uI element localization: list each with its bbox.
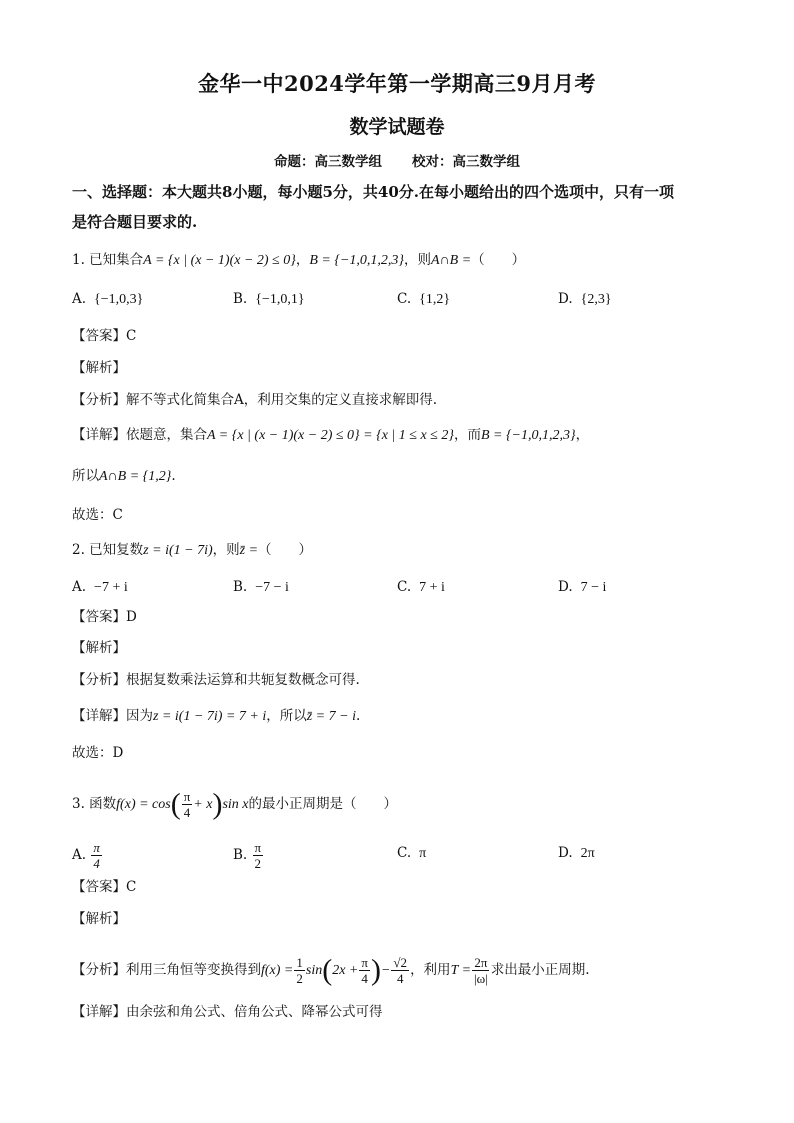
q1-option-c: C. {1,2}: [397, 291, 451, 307]
q2-option-b: B. −7 − i: [233, 579, 289, 595]
q3-frac: $\frac{\pi}{4}$: [183, 789, 191, 820]
q1-option-a: A. {−1,0,3}: [72, 291, 144, 307]
q1-option-d: D. {2,3}: [558, 291, 612, 307]
authors-line: [0, 150, 794, 170]
q3-stem: 3. 函数f(x) = cos( $\frac{\pi}{4}$ + x)sin x的最小正周期是（ ）: [72, 787, 398, 821]
q2-analysis-label: 【解析】: [72, 640, 126, 656]
section-heading-line1: 一、选择题：本大题共8小题，每小题5分，共40分.在每小题给出的四个选项中，只有一项: [72, 183, 674, 201]
q1-ask-post: （ ）: [471, 252, 526, 268]
q1-ask-pre: ，则: [404, 252, 431, 268]
q2-stem: 2. 已知复数z = i(1 − 7i)，则z̄ =（ ）: [72, 542, 313, 558]
q2-option-c: C. 7 + i: [397, 579, 445, 595]
section-heading-line2: 是符合题目要求的.: [72, 213, 198, 231]
q1-choose: 故选：C: [72, 507, 123, 523]
q1-set-b: B = {−1,0,1,2,3}: [309, 253, 404, 268]
q2-xiangjie: 【详解】因为z = i(1 − 7i) = 7 + i，所以z̄ = 7 − i.: [72, 708, 361, 724]
q3-option-a: A. $\frac{\pi}{4}$: [72, 840, 100, 871]
q2-choose: 故选：D: [72, 745, 124, 761]
q1-ask-math: A∩B =: [431, 253, 472, 268]
q2-answer: 【答案】D: [72, 609, 137, 625]
q1-answer: 【答案】C: [72, 328, 137, 344]
q3-analysis-label: 【解析】: [72, 911, 126, 927]
q1-so: 所以A∩B = {1,2}.: [72, 468, 176, 484]
exam-subtitle: 数学试题卷: [349, 116, 445, 138]
q1-prefix: 1. 已知集合: [72, 252, 144, 268]
q3-option-b: B. $\frac{\pi}{2}$: [233, 840, 262, 871]
q3-xiangjie: 【详解】由余弦和角公式、倍角公式、降幂公式可得: [72, 1004, 383, 1020]
q1-sep: ，: [295, 252, 310, 268]
q3-answer: 【答案】C: [72, 879, 137, 895]
q1-analysis-label: 【解析】: [72, 360, 126, 376]
q2-fenxi: 【分析】根据复数乘法运算和共轭复数概念可得.: [72, 672, 360, 688]
exam-title: 金华一中2024学年第一学期高三9月月考: [197, 71, 597, 96]
q1-set-a: A = {x | (x − 1)(x − 2) ≤ 0}: [143, 253, 296, 268]
q3-option-d: D. 2π: [558, 845, 595, 861]
q2-option-a: A. −7 + i: [72, 579, 128, 595]
author-left: 命题：高三数学组: [274, 154, 382, 170]
q1-xiangjie: 【详解】依题意，集合A = {x | (x − 1)(x − 2) ≤ 0} = {x | 1 ≤ x ≤ 2}，而B = {−1,0,1,2,3}，: [72, 427, 590, 443]
q3-option-c: C. π: [397, 845, 427, 861]
author-right: 校对：高三数学组: [412, 154, 520, 170]
q1-stem: [72, 250, 525, 271]
q1-option-b: B. {−1,0,1}: [233, 291, 305, 307]
q2-option-d: D. 7 − i: [558, 579, 607, 595]
q1-fenxi: 【分析】解不等式化简集合A，利用交集的定义直接求解即得.: [72, 392, 438, 408]
q3-fenxi: 【分析】利用三角恒等变换得到f(x) = $\frac{1}{2}$ sin(2x + $\frac{\pi}{4}$ )− $\frac{√2}{4}$ ，利用T = $\frac{2\pi}{|\omega|}$ 求出最小正周期.: [72, 953, 590, 987]
